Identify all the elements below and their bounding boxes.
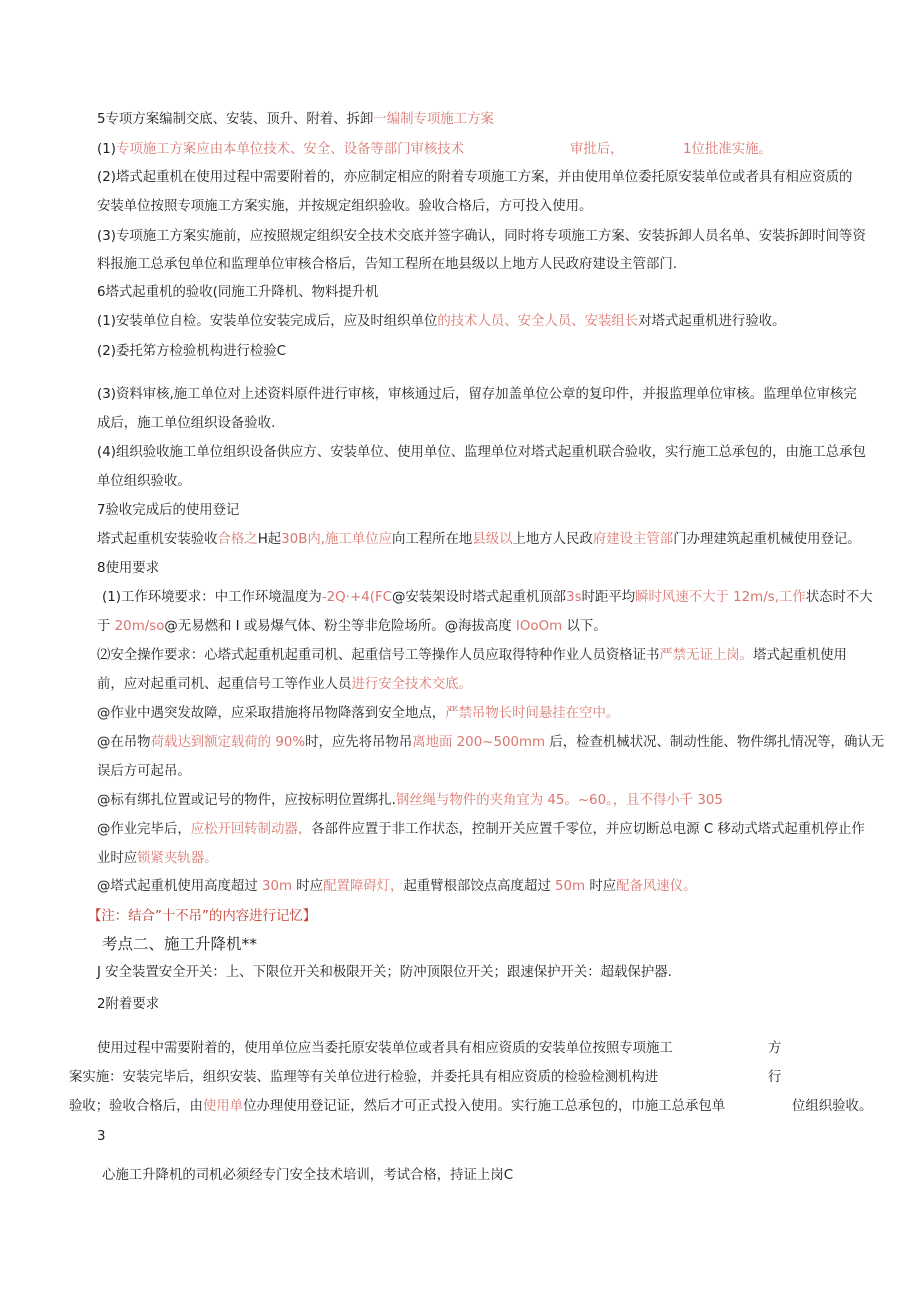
key-point-2-para-line-1: 使用过程中需要附着的，使用单位应当委托原安装单位或者具有相应资质的安装单位按照专项施工	[97, 1041, 673, 1056]
key-point-2-title: 考点二、施工升降机**	[102, 935, 258, 953]
section-6-item-1: (1)安装单位自检。安装单位安装完成后，应及时组织单位的技术人员、安全人员、安装组长对塔式起重机进行验收。	[97, 314, 786, 329]
section-7-paragraph: 塔式起重机安装验收合格之H起30B内,施工单位应向工程所在地县级以上地方人民政府建设主管部门办理建筑起重机械使用登记。	[97, 532, 861, 547]
section-6-title: 6塔式起重机的验收(同施工升降机、物料提升机	[97, 285, 379, 300]
section-8-title: 8使用要求	[97, 561, 160, 576]
key-point-2-item-3: 3	[97, 1129, 106, 1144]
key-point-2-para-line-1-end: 方	[768, 1041, 782, 1056]
section-8-item-2-line-2: 前，应对起重司机、起重信号工等作业人员进行安全技术交底。	[97, 677, 472, 692]
section-6-item-4-line-1: (4)组织验收施工单位组织设备供应方、安装单位、使用单位、监理单位对塔式起重机联合验收，实行施工总承包的，由施工总承包	[97, 445, 866, 460]
key-point-2-item-3-text: 心施工升降机的司机必须经专门安全技术培训，考试合格，持证上岗C	[102, 1168, 514, 1183]
section-5-item-3-line-2: 料报施工总承包单位和监理单位审核合格后，告知工程所在地县级以上地方人民政府建设主管部门.	[97, 257, 678, 272]
key-point-2-item-1: J 安全装置安全开关：上、下限位开关和极限开关；防冲顶限位开关；跟速保护开关：超载保护器.	[97, 965, 672, 980]
section-5-item-1-end: 1位批准实施。	[683, 142, 772, 157]
key-point-2-para-line-3-end: 位组织验收。	[792, 1099, 873, 1114]
section-5-item-2-line-2: 安装单位按照专项施工方案实施，并按规定组织验收。验收合格后，方可投入使用。	[97, 199, 593, 214]
section-8-item-4-line-2: 误后方可起吊。	[97, 764, 191, 779]
section-6-item-3-line-2: 成后，施工单位组织设备验收.	[97, 416, 276, 431]
section-6-item-2: (2)委托笫方检验机构进行检验C	[97, 344, 287, 359]
section-6-item-4-line-2: 单位组织验收。	[97, 474, 191, 489]
section-7-title: 7验收完成后的使用登记	[97, 503, 240, 518]
section-6-item-3-line-1: (3)资料审核,施工单位对上述资料原件进行审核，审核通过后，留存加盖单位公章的复印件，并报监理单位审核。监理单位审核完	[97, 387, 857, 402]
memory-note: 【注：结合”十不吊”的内容进行记忆】	[88, 909, 317, 924]
section-8-item-5: @标有绑扎位置或记号的物件，应按标明位置绑扎.钢丝绳与物件的夹角宜为 45。~60。，且不得小千 305	[97, 793, 723, 808]
section-8-item-3: @作业中遇突发故障，应采取措施将吊物降落到安全地点，严禁吊物长时间悬挂在空中。	[97, 706, 620, 721]
section-8-item-1-line-1: (1)工作环境要求：中工作环境温度为-2Q·+4(FC@安装架设时塔式起重机顶部3s时距平均瞬时风速不大于 12m/s,工作状态时不大	[102, 590, 873, 605]
key-point-2-para-line-2-end: 行	[768, 1070, 782, 1085]
key-point-2-para-line-2: 案实施：安装完毕后，组织安装、监理等有关单位进行检验，并委托具有相应资质的检验检测机构进	[69, 1070, 659, 1085]
section-5-item-2-line-1: (2)塔式起重机在使用过程中需要附着的，亦应制定相应的附着专项施工方案，并由使用单位委托原安装单位或者具有相应资质的	[97, 170, 853, 185]
section-5-item-1-approval: 审批后，	[570, 142, 624, 157]
section-8-item-6-line-2: 业时应锁紧夹轨器。	[97, 851, 218, 866]
section-8-item-2-line-1: ⑵安全操作要求：心塔式起重机起重司机、起重信号工等操作人员应取得特种作业人员资格证书严禁无证上岗。塔式起重机使用	[97, 648, 847, 663]
section-8-item-4-line-1: @在吊物荷载达到额定载荷的 90%时，应先将吊物吊离地面 200~500mm 后，检查机械状况、制动性能、物件绑扎情况等，确认无	[97, 735, 885, 750]
key-point-2-para-line-3: 验收；验收合格后，由使用单位办理使用登记证，然后才可正式投入使用。实行施工总承包的，巾施工总承包单	[69, 1099, 726, 1114]
key-point-2-item-2: 2附着要求	[97, 997, 160, 1012]
section-8-item-6-line-1: @作业完毕后，应松开回转制动器，各部件应置于非工作状态，控制开关应置千零位，并应切断总电源 C 移动式塔式起重机停止作	[97, 822, 865, 837]
section-5-item-3-line-1: (3)专项施工方案实施前，应按照规定组织安全技术交底并签字确认，同时将专项施工方案、安装拆卸人员名单、安装拆卸时间等资	[97, 229, 866, 244]
section-5-item-1: (1)专项施工方案应由本单位技术、安全、设备等部门审核技术	[97, 142, 465, 157]
section-8-item-1-line-2: 于 20m/so@无易燃和 I 或易爆气体、粉尘等非危险场所。@海拔高度 IOoOm 以下。	[97, 619, 607, 634]
section-8-item-7: @塔式起重机使用高度超过 30m 时应配置障碍灯，起重臂根部饺点高度超过 50m 时应配备风速仪。	[97, 879, 697, 894]
section-5-title: 5专项方案编制交底、安装、顶升、附着、拆卸一编制专项施工方案	[97, 112, 494, 127]
